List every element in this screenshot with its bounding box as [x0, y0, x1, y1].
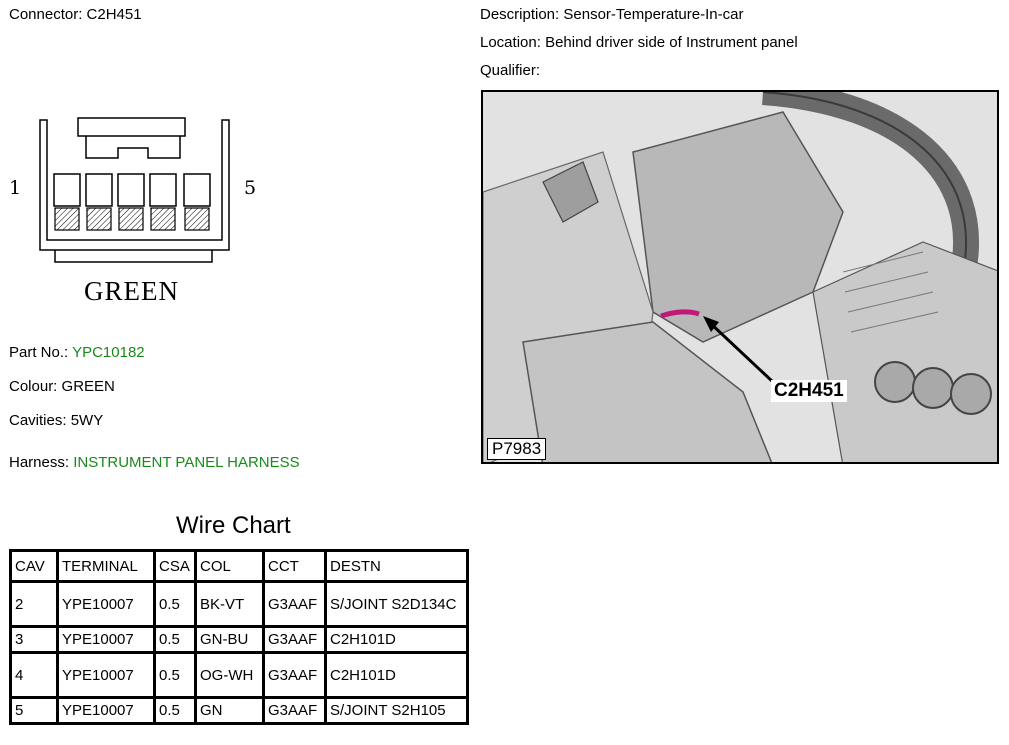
table-row [11, 653, 468, 698]
part-number-link[interactable]: YPC10182 [72, 344, 145, 361]
cell-destn: C2H101D [326, 627, 468, 653]
wire-chart-table [9, 549, 469, 725]
connector-label: Connector: [9, 6, 83, 23]
cell-col: OG-WH [196, 653, 264, 698]
header-terminal: TERMINAL [58, 551, 155, 582]
colour-value: GREEN [61, 378, 115, 395]
location [480, 34, 798, 51]
cell-destn: S/JOINT S2H105 [326, 698, 468, 724]
cell-destn: C2H101D [326, 653, 468, 698]
colour [9, 378, 115, 395]
qualifier [480, 62, 540, 79]
cell-csa: 0.5 [155, 698, 196, 724]
cell-col: GN-BU [196, 627, 264, 653]
cell-cav: 2 [11, 582, 58, 627]
cell-col: GN [196, 698, 264, 724]
table-row [11, 698, 468, 724]
cell-cav: 3 [11, 627, 58, 653]
connector-value: C2H451 [86, 6, 142, 23]
location-photo [481, 90, 999, 464]
harness-link[interactable]: INSTRUMENT PANEL HARNESS [73, 454, 300, 471]
header-col: COL [196, 551, 264, 582]
cell-terminal: YPE10007 [58, 627, 155, 653]
cell-csa: 0.5 [155, 653, 196, 698]
description [480, 6, 743, 23]
cavities [9, 412, 103, 429]
qualifier-label: Qualifier: [480, 62, 541, 79]
table-row [11, 582, 468, 627]
table-row [11, 627, 468, 653]
description-label: Description: [480, 6, 560, 23]
cell-csa: 0.5 [155, 582, 196, 627]
cell-col: BK-VT [196, 582, 264, 627]
wire-chart-title: Wire Chart [176, 512, 291, 539]
cell-cct: G3AAF [264, 627, 326, 653]
colour-label: Colour: [9, 378, 58, 395]
location-label: Location: [480, 34, 541, 51]
harness [9, 454, 300, 471]
harness-label: Harness: [9, 454, 70, 471]
description-value: Sensor-Temperature-In-car [563, 6, 744, 23]
photo-id-label: P7983 [487, 438, 546, 460]
part-number [9, 344, 145, 361]
connector-face-drawing [0, 100, 300, 320]
cell-terminal: YPE10007 [58, 653, 155, 698]
cell-terminal: YPE10007 [58, 698, 155, 724]
cell-cct: G3AAF [264, 653, 326, 698]
connector-color-caption: GREEN [84, 276, 179, 306]
pin-1-label: 1 [9, 177, 22, 199]
cell-cav: 5 [11, 698, 58, 724]
cavities-label: Cavities: [9, 412, 67, 429]
header-csa: CSA [155, 551, 196, 582]
connector-id [9, 6, 142, 23]
cell-cav: 4 [11, 653, 58, 698]
pin-5-label: 5 [244, 177, 257, 199]
cavities-value: 5WY [70, 412, 104, 429]
part-number-label: Part No.: [9, 344, 69, 361]
photo-callout-label: C2H451 [771, 380, 847, 402]
cell-csa: 0.5 [155, 627, 196, 653]
header-cav: CAV [11, 551, 58, 582]
header-cct: CCT [264, 551, 326, 582]
cell-cct: G3AAF [264, 698, 326, 724]
wire-chart-header-row [11, 551, 468, 582]
header-destn: DESTN [326, 551, 468, 582]
cell-cct: G3AAF [264, 582, 326, 627]
location-value: Behind driver side of Instrument panel [545, 34, 798, 51]
cell-destn: S/JOINT S2D134C [326, 582, 468, 627]
cell-terminal: YPE10007 [58, 582, 155, 627]
